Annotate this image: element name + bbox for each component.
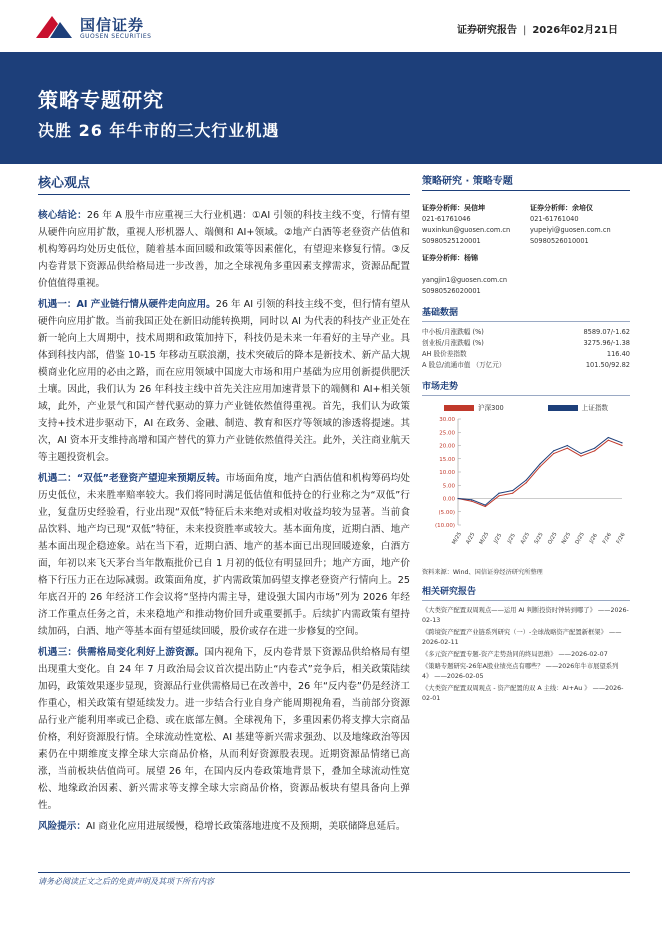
analyst-card [422, 253, 522, 297]
paragraph-risk [38, 818, 410, 835]
data-point [485, 505, 486, 506]
divider [422, 395, 630, 396]
basic-data-row [422, 338, 630, 349]
y-tick-label: 5.00 [442, 483, 455, 490]
basic-data-value: 101.50/92.82 [585, 361, 630, 369]
analyst-name: 杨锦 [464, 254, 478, 262]
data-point [608, 440, 609, 441]
analyst-block [422, 203, 630, 297]
line-chart [422, 413, 630, 561]
analyst-heading [530, 203, 630, 214]
data-point [580, 456, 581, 457]
legend-item [444, 402, 504, 412]
data-point [498, 493, 499, 494]
basic-data-row [422, 349, 630, 360]
x-tick-label: A/25 [465, 531, 477, 546]
top-bar [0, 0, 662, 52]
basic-data-value: 3275.96/-1.38 [583, 339, 630, 347]
related-report-link[interactable]: 《跨境资产配置产业链系列研究（一）-全球战略资产配置新框架》 ——2026-02-11 [422, 629, 622, 646]
analyst-email[interactable]: yupeiyi@guosen.com.cn [530, 226, 611, 234]
x-tick-label: M/25 [451, 531, 464, 546]
data-point [526, 482, 527, 483]
paragraph-conclusion [38, 207, 410, 292]
legend-label: 上证指数 [581, 404, 609, 412]
y-tick-label: 10.00 [439, 470, 455, 476]
basic-data-title: 基础数据 [422, 308, 459, 318]
paragraph-lead: 机遇二：“双低”老登资产望迎来预期反转。 [38, 473, 226, 484]
series-line-0 [458, 440, 622, 506]
analyst-title: 证券分析师： [530, 204, 572, 212]
basic-data-row [422, 327, 630, 338]
basic-data-value: 116.40 [606, 350, 630, 358]
analyst-name: 余培仪 [572, 204, 593, 212]
legend-label: 沪深300 [477, 404, 504, 412]
y-tick-label: 0.00 [442, 496, 455, 503]
analyst-cert: S0980525120001 [422, 237, 481, 245]
analyst-card [530, 203, 630, 247]
legend-swatch [444, 405, 474, 411]
logo-cn-text: 国信证券 [80, 16, 145, 34]
data-point [567, 448, 568, 449]
data-point [526, 479, 527, 480]
analyst-card [422, 203, 522, 247]
basic-data-label: A 股总/流通市值 （万亿元） [422, 361, 506, 369]
related-report-link[interactable]: 《大类资产配置双周观点 - 资产配置的双 A 主线：AI+Au 》 ——2026-02-01 [422, 685, 624, 702]
disclaimer-footer[interactable]: 请务必阅读正文之后的免责声明及其项下所有内容 [38, 877, 214, 886]
x-tick-label: F/26 [615, 531, 627, 546]
x-tick-label: M/25 [478, 531, 491, 546]
analyst-email[interactable]: yangjin1@guosen.com.cn [422, 276, 508, 284]
report-title: 策略专题研究 [38, 88, 164, 112]
related-research-list [422, 606, 630, 704]
data-point [457, 498, 458, 499]
data-point [498, 495, 499, 496]
analyst-email[interactable]: wuxinkun@guosen.com.cn [422, 226, 511, 234]
y-tick-label: 30.00 [439, 417, 455, 423]
legend-swatch [548, 405, 578, 411]
x-tick-label: S/25 [533, 531, 545, 546]
logo-en-text: GUOSEN SECURITIES [80, 33, 152, 40]
data-point [621, 442, 622, 443]
y-tick-label: (10.00) [434, 523, 455, 529]
section-title: 核心观点 [38, 176, 91, 191]
data-point [594, 450, 595, 451]
analyst-heading [422, 253, 522, 264]
x-tick-label: N/25 [560, 531, 573, 546]
paragraph-text: 国内视角下，反内卷背景下资源品供给格局有望出现重大变化。自 24 年 7 月政治局会议首次提出防止“内卷式”竞争后，相关政策陆续加码，政策效果逐步显现，资源品行业供需格局已在改善中，26 年“反内卷”仍是经济工作重心，相关政策有望延续发力。进一步结合行业自身产能周期视角看，当前部分资源品行业产能利用率或已企稳、或在底部左侧。全球视角下，多重因素仍将支撑大宗商品价格，利好资源股行情。全球流动性宽松、AI 基建等新兴需求强劲、以及地缘政治等因素仍在中期维度支撑全球大宗商品价格，从而利好资源股表现。近期资源品情绪已高涨，当前板块估值尚可。展望 26 年，在国内反内卷政策地背景下，叠加全球流动性宽松、地缘政治因素、新兴需求等支撑全球大宗商品价格，资源品板块有望具备向上弹性。 [38, 647, 411, 811]
data-point [539, 466, 540, 467]
report-category: 策略研究 · 策略专题 [422, 176, 513, 187]
analyst-title: 证券分析师： [422, 204, 464, 212]
related-report-link[interactable]: 《大类资产配置双周观点——运用 AI 判断投资时钟转到哪了》 ——2026-02-13 [422, 607, 629, 624]
report-date: 2026年02月21日 [532, 25, 618, 36]
main-column [38, 172, 410, 839]
data-point [580, 453, 581, 454]
y-tick-label: 25.00 [439, 430, 455, 437]
analyst-title: 证券分析师： [422, 254, 464, 262]
related-report-link[interactable]: 《多元资产配置专题-资产走势劲同的终局思维》 ——2026-02-07 [422, 651, 608, 658]
x-tick-label: A/25 [519, 531, 532, 546]
basic-data-label: 中小板/月涨跌幅 (%) [422, 328, 484, 336]
market-trend-chart [422, 413, 630, 561]
data-point [471, 501, 472, 502]
divider [38, 194, 410, 195]
divider [422, 190, 630, 191]
paragraph-lead: 机遇一：AI 产业链行情从硬件走向应用。 [38, 299, 216, 310]
analyst-cert: S0980526010001 [530, 237, 589, 245]
paragraph-lead: 风险提示： [38, 821, 86, 832]
analyst-cert: S0980526020001 [422, 287, 481, 295]
analyst-phone: 021-61761040 [530, 215, 579, 223]
data-point [567, 445, 568, 446]
data-point [539, 463, 540, 464]
paragraph-text: 26 年 A 股牛市应重视三大行业机遇：①AI 引领的科技主线不变，行情有望从硬件向应用扩散，重视人形机器人、端侧和 AI+领域。②地产白酒等老登资产估值和机构筹码均处历史低位，随着基本面回暖和政策等因素催化，有望迎来修复行情。③反内卷背景下资源品供给格局进一步改善，加之全球视角多重因素支撑需求，资源品配置价值值得重视。 [38, 210, 410, 289]
paragraph-text: AI 商业化应用进展缓慢，稳增长政策落地进度不及预期，美联储降息延后。 [85, 821, 406, 832]
analyst-heading [422, 203, 522, 214]
x-tick-label: J/25 [506, 532, 517, 545]
market-trend-title: 市场走势 [422, 382, 459, 392]
x-tick-label: J/26 [588, 532, 599, 545]
paragraph-lead: 核心结论： [38, 210, 87, 221]
data-point [512, 493, 513, 494]
title-banner [0, 52, 662, 164]
paragraph-lead: 机遇三：供需格局变化利好上游资源。 [38, 647, 205, 658]
data-point [512, 490, 513, 491]
data-point [594, 448, 595, 449]
data-point [485, 506, 486, 507]
footer-divider [38, 872, 630, 873]
legend-item [548, 402, 608, 412]
series-line-1 [458, 438, 622, 506]
separator: | [522, 25, 527, 36]
x-tick-label: J/25 [493, 532, 504, 545]
analyst-name: 吴信坤 [464, 204, 485, 212]
basic-data-label: AH 股价差指数 [422, 350, 467, 358]
data-point [553, 450, 554, 451]
paragraph-text: 26 年 AI 引领的科技主线不变，但行情有望从硬件向应用扩散。当前我国正处在新旧动能转换期，同时以 AI 为代表的科技产业正处在新一轮向上大周期中，技术周期和政策加持下，科技仍是未来一年看好的主导产业。具体到科技内部，借鉴 10-15 年移动互联浪潮，技术突破后的降本是新技术、新产品大规模商业化应用的必由之路，而在应用领域中国庞大市场和用户基础为应用创新提供肥沃土壤。因此，我们认为 26 年科技主线中首先关注应用加速背景下的端侧和 AI+相关领域，此外，产业景气和国产替代驱动的算力产业链依然值得重视。首先，我们认为政策支持+技术进步驱动下，AI 在政务、金融、制造、教育和医疗等领域的渗透将提速。其次，AI 资本开支维持高增和国产替代的算力产业链依然值得关注。此外，关注商业航天等主题投资机会。 [38, 299, 410, 463]
basic-data-value: 8589.07/-1.62 [583, 328, 630, 336]
basic-data-table [422, 327, 630, 371]
report-type [457, 21, 618, 36]
x-tick-label: O/25 [547, 531, 559, 546]
divider [422, 321, 630, 322]
related-report-link[interactable]: 《策略专题研究-26年A股业绩亮点有哪些？ ——2026年牛市展望系列 4》 ——2026-02-05 [422, 663, 619, 680]
sidebar [422, 172, 630, 706]
data-point [608, 437, 609, 438]
paragraph-opportunity-1 [38, 296, 410, 466]
paragraph-opportunity-3 [38, 644, 410, 814]
data-source: 资料来源：Wind、国信证券经济研究所整理 [422, 569, 543, 576]
report-type-label: 证券研究报告 [456, 25, 517, 36]
report-subtitle: 决胜 26 年牛市的三大行业机遇 [38, 121, 280, 140]
basic-data-label: 创业板/月涨跌幅 (%) [422, 339, 484, 347]
data-point [621, 445, 622, 446]
x-tick-label: D/25 [574, 531, 586, 546]
data-point [553, 453, 554, 454]
basic-data-row [422, 360, 630, 371]
guosen-logo-icon [34, 12, 74, 42]
analyst-row [422, 203, 630, 247]
chart-legend [422, 401, 630, 413]
divider [422, 600, 630, 601]
y-tick-label: 20.00 [439, 443, 455, 450]
data-point [471, 499, 472, 500]
y-tick-label: (5.00) [438, 509, 455, 516]
y-tick-label: 15.00 [439, 456, 455, 463]
company-logo [34, 12, 164, 46]
paragraph-text: 市场面角度，地产白酒估值和机构筹码均处历史低位，未来胜率赔率较大。我们将同时满足低估值和低持仓的行业称之为“双低”行业，复盘历史经验看，行业出现“双低”特征后未来绝对或相对收益均较为显著。当前食品饮料、地产均已现“双低”特征，未来投资胜率或较大。基本面角度，近期白酒、地产基本面出现企稳迹象。站在当下看，近期白酒、地产的基本面已出现回暖迹象，白酒方面，年初以来飞天茅台当年散瓶批价已自 1 月初的低位有明显回升；地产方面，地产价格下行压力正在边际减弱。政策面角度，扩内需政策加码望支撑老登资产行情向上。25 年底召开的 26 年经济工作会议将“坚持内需主导，建设强大国内市场”列为 2026 年经济工作重点任务之首，未来稳地产和推动物价回升或重要抓手。后续扩内需政策有望持续加码，白酒、地产等基本面有望延续回暖，股价或存在进一步修复的空间。 [38, 473, 410, 637]
x-tick-label: F/26 [601, 531, 613, 546]
related-research-title: 相关研究报告 [422, 587, 477, 597]
analyst-phone: 021-61761046 [422, 215, 471, 223]
paragraph-opportunity-2 [38, 470, 410, 640]
